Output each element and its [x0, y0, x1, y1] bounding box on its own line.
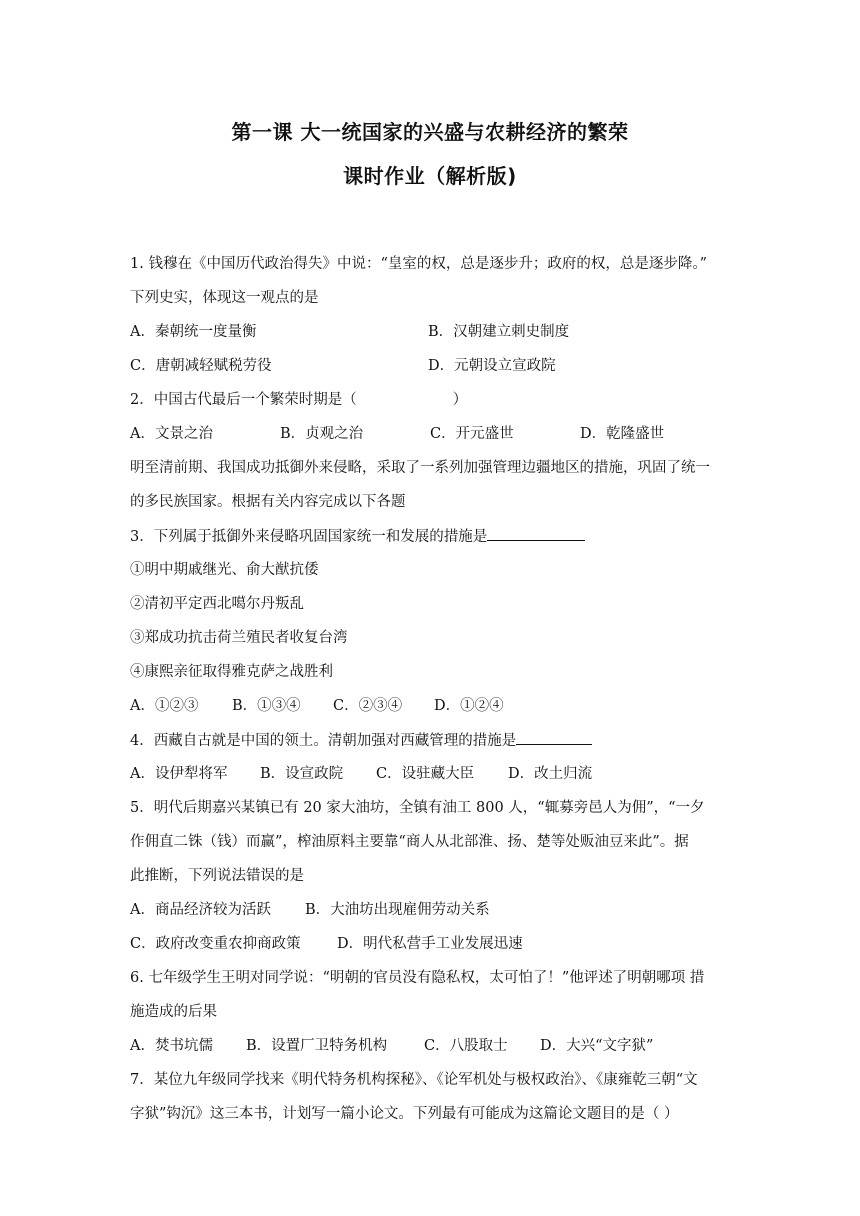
document-subtitle: 课时作业（解析版): [343, 164, 517, 188]
question-3-item-1: ①明中期戚继光、俞大猷抗倭: [130, 562, 319, 578]
question-2-option-a: A．文景之治: [130, 426, 213, 442]
question-1-option-d: D．元朝设立宣政院: [428, 358, 556, 374]
question-3-option-c: C．②③④: [333, 698, 403, 714]
question-3-option-b: B．①③④: [232, 698, 301, 714]
question-2-option-b: B．贞观之治: [280, 426, 364, 442]
question-3-stem-text: 3．下列属于抵御外来侵略巩固国家统一和发展的措施是: [130, 529, 488, 545]
question-2-option-c: C．开元盛世: [430, 426, 514, 442]
question-4-option-b: B．设宣政院: [260, 766, 344, 782]
question-1-option-b: B．汉朝建立刺史制度: [428, 324, 570, 340]
question-3-stem: [130, 526, 740, 547]
question-3-option-d: D．①②④: [434, 698, 504, 714]
question-1-stem-line-2: 下列史实，体现这一观点的是: [130, 290, 319, 306]
question-5-stem-line-1: 5．明代后期嘉兴某镇已有 20 家大油坊，全镇有油工 800 人，“辄募旁邑人为佣”，“一夕: [130, 800, 705, 816]
question-6-option-c: C．八股取士: [424, 1038, 508, 1054]
question-3-item-3: ③郑成功抗击荷兰殖民者收复台湾: [130, 630, 348, 646]
question-2-stem-close: ）: [452, 392, 468, 408]
question-4-stem: [130, 730, 740, 751]
question-2-option-d: D．乾隆盛世: [580, 426, 665, 442]
question-5-option-b: B．大油坊出现雇佣劳动关系: [305, 902, 490, 918]
question-1-stem-line-1: 1. 钱穆在《中国历代政治得失》中说：“皇室的权，总是逐步升；政府的权，总是逐步降。”: [130, 256, 708, 272]
question-4-stem-text: 4．西藏自古就是中国的领土。清朝加强对西藏管理的措施是: [130, 733, 517, 749]
question-7-stem-line-2: 字狱”钩沉》这三本书，计划写一篇小论文。下列最有可能成为这篇论文题目的是（ ）: [130, 1106, 679, 1122]
passage-line-2: 的多民族国家。根据有关内容完成以下各题: [130, 494, 406, 510]
question-6-option-d: D．大兴“文字狱”: [540, 1038, 654, 1054]
question-4-option-a: A．设伊犁将军: [130, 766, 228, 782]
question-3-item-4: ④康熙亲征取得雅克萨之战胜利: [130, 664, 333, 680]
passage-line-1: 明至清前期、我国成功抵御外来侵略，采取了一系列加强管理边疆地区的措施，巩固了统一: [130, 460, 710, 476]
question-4-option-c: C．设驻藏大臣: [376, 766, 475, 782]
question-6-stem-line-1: 6. 七年级学生王明对同学说：“明朝的官员没有隐私权，太可怕了！”他评述了明朝哪项 措: [130, 970, 705, 986]
document-title: 第一课 大一统国家的兴盛与农耕经济的繁荣: [231, 120, 629, 144]
question-1-option-c: C．唐朝减轻赋税劳役: [130, 358, 272, 374]
question-2-stem-text: 2．中国古代最后一个繁荣时期是（: [130, 392, 357, 408]
question-3-option-a: A．①②③: [130, 698, 199, 714]
question-3-item-2: ②清初平定西北噶尔丹叛乱: [130, 596, 304, 612]
answer-blank: [516, 730, 592, 745]
question-6-option-a: A．焚书坑儒: [130, 1038, 213, 1054]
question-5-option-a: A．商品经济较为活跃: [130, 902, 271, 918]
question-5-option-c: C．政府改变重农抑商政策: [130, 936, 301, 952]
question-1-option-a: A．秦朝统一度量衡: [130, 324, 257, 340]
answer-blank: [487, 526, 585, 541]
question-6-option-b: B．设置厂卫特务机构: [246, 1038, 388, 1054]
question-2-stem: [130, 390, 740, 410]
question-7-stem-line-1: 7．某位九年级同学找来《明代特务机构探秘》、《论军机处与极权政治》、《康雍乾三朝“文: [130, 1072, 698, 1088]
question-5-option-d: D．明代私营手工业发展迅速: [337, 936, 523, 952]
question-4-option-d: D．改土归流: [508, 766, 593, 782]
question-6-stem-line-2: 施造成的后果: [130, 1004, 217, 1020]
question-5-stem-line-2: 作佣直二铢（钱）而赢”，榨油原料主要靠“商人从北部淮、扬、楚等处贩油豆来此”。据: [130, 834, 689, 850]
question-5-stem-line-3: 此推断，下列说法错误的是: [130, 868, 304, 884]
